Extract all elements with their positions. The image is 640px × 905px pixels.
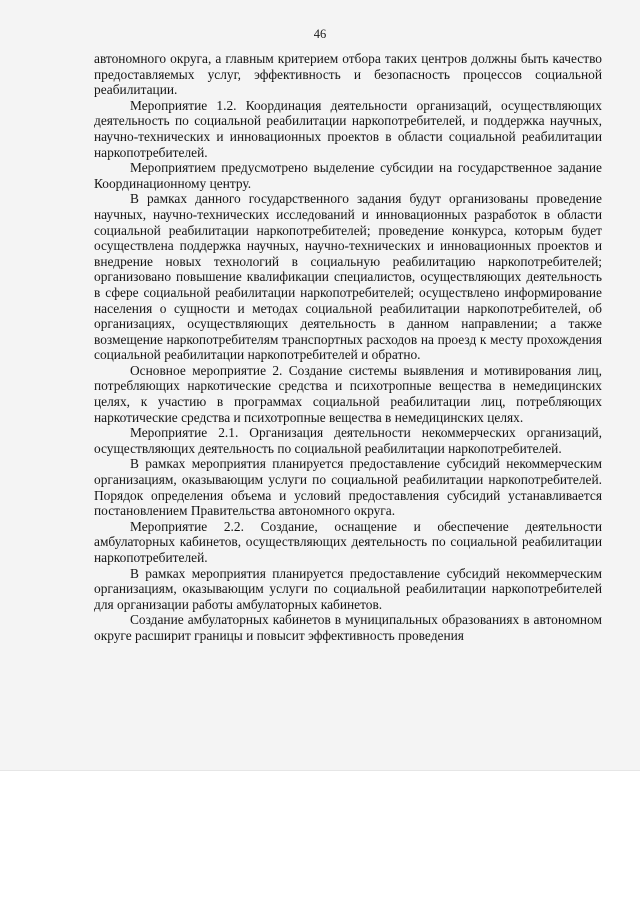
paragraph-measure-2-1-heading: Мероприятие 2.1. Организация деятельности некоммерческих организаций, осуществляющих деятельность по социальной реабилитации наркопотребителей. [94,425,602,456]
paragraph-ambulatory-cabinets: Создание амбулаторных кабинетов в муниципальных образованиях в автономном округе расширит границы и повысит эффективность проведения [94,612,602,643]
paragraph-main-measure-2-heading: Основное мероприятие 2. Создание системы выявления и мотивирования лиц, потребляющих наркотические средства и психотропные вещества в немедицинских целях, к участию в программах социальной реабилитации лиц, потребляющих наркотические средства и психотропные вещества в немедицинских целях. [94,362,602,425]
paragraph-measure-1-2-heading: Мероприятие 1.2. Координация деятельности организаций, осуществляющих деятельность по социальной реабилитации наркопотребителей, и поддержка научных, научно-технических и инновационных проектов в области социальной реабилитации наркопотребителей. [94,97,602,160]
page-number: 46 [313,27,327,41]
paragraph-measure-2-1-subsidies: В рамках мероприятия планируется предоставление субсидий некоммерческим организациям, оказывающим услуги по социальной реабилитации наркопотребителей. Порядок определения объема и условий предоставления субсидий устанавливается постановлением Правительства автономного округа. [94,456,602,519]
paragraph-measure-2-2-subsidies: В рамках мероприятия планируется предоставление субсидий некоммерческим организациям, оказывающим услуги по социальной реабилитации наркопотребителей для организации работы амбулаторных кабинетов. [94,565,602,612]
paragraph-measure-2-2-heading: Мероприятие 2.2. Создание, оснащение и обеспечение деятельности амбулаторных кабинетов, осуществляющих деятельность по социальной реабилитации наркопотребителей. [94,518,602,565]
paragraph-continuation: автономного округа, а главным критерием отбора таких центров должны быть качество предоставляемых услуг, эффективность и безопасность процессов социальной реабилитации. [94,51,602,98]
paragraph-state-assignment-details: В рамках данного государственного задания будут организованы проведение научных, научно-технических исследований и инновационных разработок в области социальной реабилитации наркопотребителей; проведение конкурса, которым будет осуществлена поддержка научных, научно-технических и инновационных проектов и внедрение новых технологий в социальную реабилитацию наркопотребителей; организовано повышение квалификации специалистов, осуществляющих деятельность в сфере социальной реабилитации наркопотребителей; осуществлено информирование населения о сущности и методах социальной реабилитации наркопотребителей, об организациях, осуществляющих деятельность в данном направлении; а также возмещение наркопотребителям транспортных расходов на проезд к месту прохождения социальной реабилитации наркопотребителей и обратно. [94,191,602,363]
document-body [94,51,602,644]
paragraph-subsidy-coordination-center: Мероприятием предусмотрено выделение субсидии на государственное задание Координационному центру. [94,160,602,191]
